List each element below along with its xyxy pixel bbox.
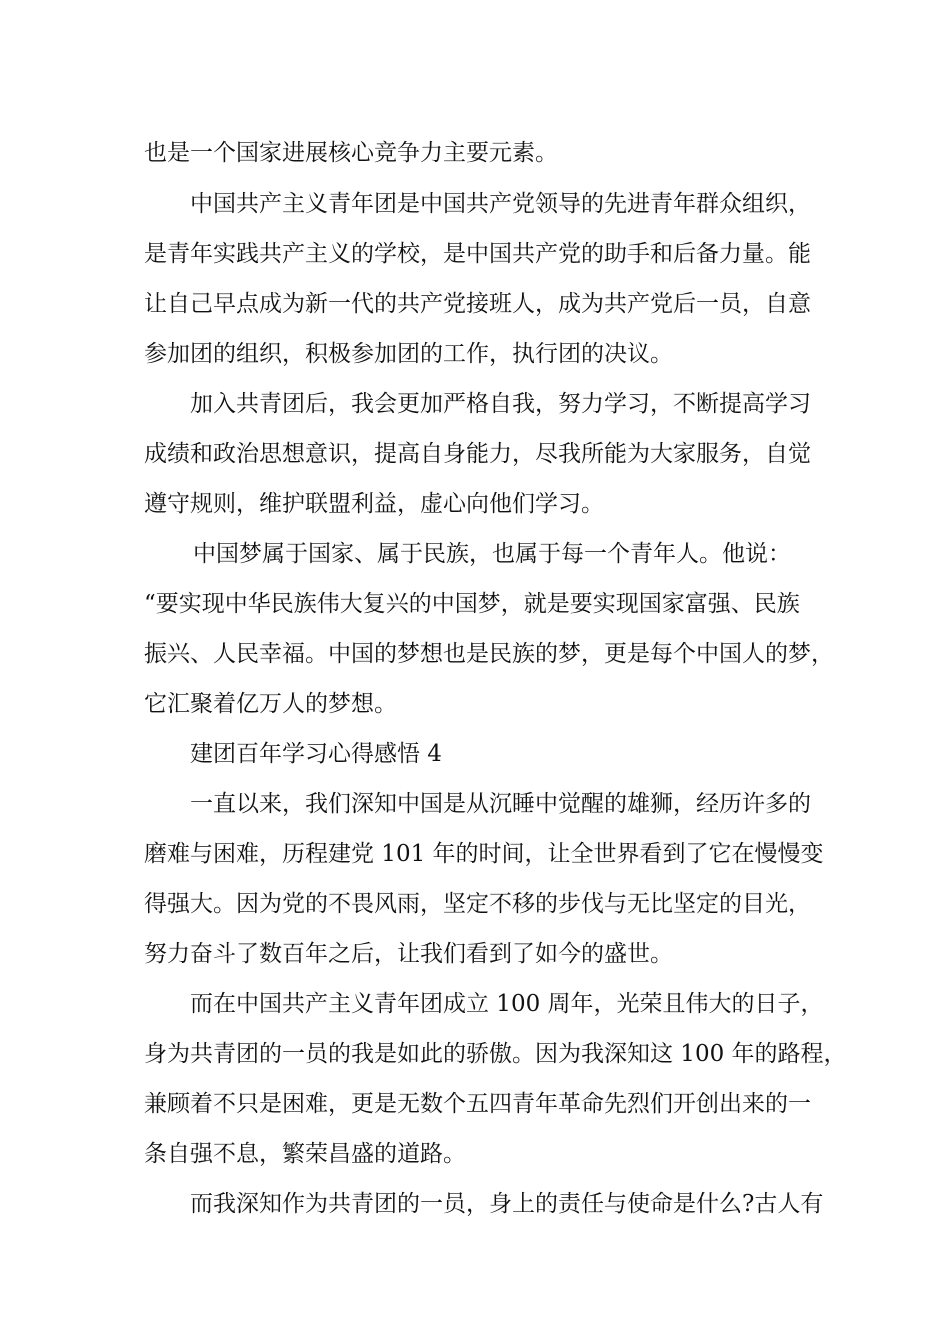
text-line: 磨难与困难，历程建党 101 年的时间，让全世界看到了它在慢慢变 xyxy=(144,841,824,867)
text-line: 而在中国共产主义青年团成立 100 周年，光荣且伟大的日子， xyxy=(190,991,824,1017)
section-heading: 建团百年学习心得感悟 4 xyxy=(190,741,442,767)
text-line: 成绩和政治思想意识，提高自身能力，尽我所能为大家服务，自觉 xyxy=(144,441,811,467)
text-line: 振兴、人民幸福。中国的梦想也是民族的梦，更是每个中国人的梦， xyxy=(144,641,834,667)
text-line: 得强大。因为党的不畏风雨，坚定不移的步伐与无比坚定的目光， xyxy=(144,891,811,917)
text-line: 条自强不息，繁荣昌盛的道路。 xyxy=(144,1141,466,1167)
text-line: 而我深知作为共青团的一员，身上的责任与使命是什么?古人有 xyxy=(190,1191,824,1217)
text-line: 中国梦属于国家、属于民族，也属于每一个青年人。他说： xyxy=(193,541,791,567)
text-line: 参加团的组织，积极参加团的工作，执行团的决议。 xyxy=(144,341,673,367)
text-line: 兼顾着不只是困难，更是无数个五四青年革命先烈们开创出来的一 xyxy=(144,1091,811,1117)
text-line: 一直以来，我们深知中国是从沉睡中觉醒的雄狮，经历许多的 xyxy=(190,791,811,817)
text-line: 是青年实践共产主义的学校，是中国共产党的助手和后备力量。能 xyxy=(144,241,811,267)
text-line: 让自己早点成为新一代的共产党接班人，成为共产党后一员，自意 xyxy=(144,291,811,317)
text-line: 努力奋斗了数百年之后，让我们看到了如今的盛世。 xyxy=(144,941,673,967)
text-line: 它汇聚着亿万人的梦想。 xyxy=(144,691,397,717)
text-line: 身为共青团的一员的我是如此的骄傲。因为我深知这 100 年的路程， xyxy=(144,1041,847,1067)
text-line: 也是一个国家进展核心竞争力主要元素。 xyxy=(144,140,558,166)
text-line: 遵守规则，维护联盟利益，虚心向他们学习。 xyxy=(144,491,604,517)
text-line: “要实现中华民族伟大复兴的中国梦，就是要实现国家富强、民族 xyxy=(144,591,800,617)
text-line: 中国共产主义青年团是中国共产党领导的先进青年群众组织， xyxy=(190,191,811,217)
text-line: 加入共青团后，我会更加严格自我，努力学习，不断提高学习 xyxy=(190,391,811,417)
